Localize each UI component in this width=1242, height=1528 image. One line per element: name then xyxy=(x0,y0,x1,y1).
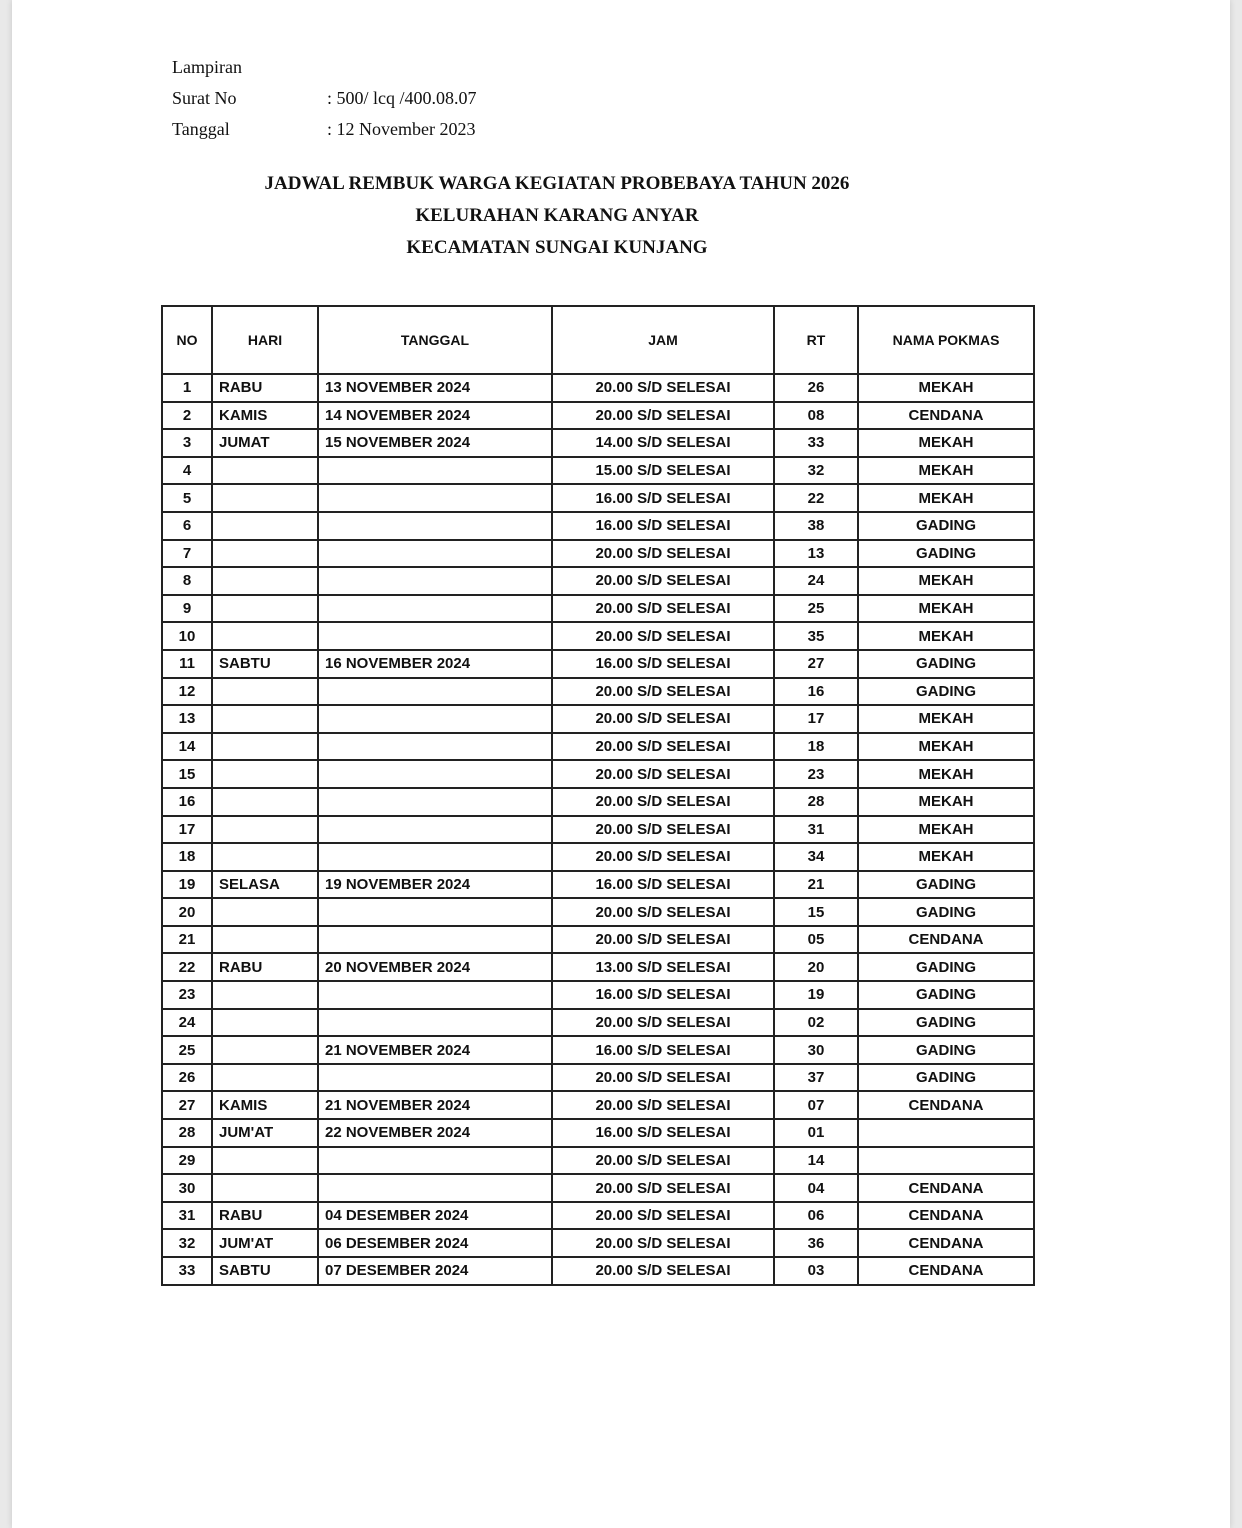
cell-no: 11 xyxy=(162,650,212,678)
cell-tanggal xyxy=(318,622,552,650)
cell-rt: 21 xyxy=(774,871,858,899)
cell-rt: 01 xyxy=(774,1119,858,1147)
cell-nama-pokmas: CENDANA xyxy=(858,1257,1034,1285)
cell-rt: 31 xyxy=(774,816,858,844)
header-no: NO xyxy=(162,306,212,374)
table-row xyxy=(162,402,1034,430)
cell-nama-pokmas: GADING xyxy=(858,1036,1034,1064)
cell-hari xyxy=(212,540,318,568)
cell-jam: 20.00 S/D SELESAI xyxy=(552,898,774,926)
cell-jam: 16.00 S/D SELESAI xyxy=(552,981,774,1009)
table-row xyxy=(162,733,1034,761)
cell-no: 28 xyxy=(162,1119,212,1147)
cell-tanggal: 20 NOVEMBER 2024 xyxy=(318,953,552,981)
cell-rt: 26 xyxy=(774,374,858,402)
surat-no-label: Surat No xyxy=(172,88,237,108)
cell-rt: 20 xyxy=(774,953,858,981)
cell-rt: 27 xyxy=(774,650,858,678)
cell-rt: 28 xyxy=(774,788,858,816)
cell-hari xyxy=(212,981,318,1009)
cell-nama-pokmas: CENDANA xyxy=(858,1202,1034,1230)
cell-nama-pokmas xyxy=(858,1147,1034,1175)
cell-rt: 05 xyxy=(774,926,858,954)
table-row xyxy=(162,622,1034,650)
cell-jam: 20.00 S/D SELESAI xyxy=(552,760,774,788)
cell-hari: RABU xyxy=(212,374,318,402)
cell-hari: SELASA xyxy=(212,871,318,899)
table-header-row xyxy=(162,306,1034,374)
cell-nama-pokmas: GADING xyxy=(858,650,1034,678)
cell-no: 16 xyxy=(162,788,212,816)
cell-hari xyxy=(212,843,318,871)
cell-rt: 06 xyxy=(774,1202,858,1230)
cell-nama-pokmas: MEKAH xyxy=(858,374,1034,402)
table-row xyxy=(162,374,1034,402)
cell-jam: 20.00 S/D SELESAI xyxy=(552,733,774,761)
cell-nama-pokmas: CENDANA xyxy=(858,1091,1034,1119)
cell-no: 8 xyxy=(162,567,212,595)
cell-jam: 16.00 S/D SELESAI xyxy=(552,1119,774,1147)
schedule-table xyxy=(161,305,1035,1286)
cell-hari xyxy=(212,816,318,844)
cell-nama-pokmas: GADING xyxy=(858,678,1034,706)
cell-hari: RABU xyxy=(212,953,318,981)
cell-nama-pokmas: GADING xyxy=(858,512,1034,540)
cell-no: 9 xyxy=(162,595,212,623)
cell-no: 18 xyxy=(162,843,212,871)
cell-hari: JUM'AT xyxy=(212,1229,318,1257)
title-line-2: KELURAHAN KARANG ANYAR xyxy=(415,205,699,226)
cell-jam: 20.00 S/D SELESAI xyxy=(552,1257,774,1285)
cell-nama-pokmas: MEKAH xyxy=(858,733,1034,761)
cell-jam: 15.00 S/D SELESAI xyxy=(552,457,774,485)
title-line-3: KECAMATAN SUNGAI KUNJANG xyxy=(406,237,708,258)
cell-no: 29 xyxy=(162,1147,212,1175)
tanggal-row xyxy=(172,114,477,145)
cell-nama-pokmas: GADING xyxy=(858,953,1034,981)
cell-no: 19 xyxy=(162,871,212,899)
cell-jam: 20.00 S/D SELESAI xyxy=(552,1009,774,1037)
cell-jam: 20.00 S/D SELESAI xyxy=(552,926,774,954)
cell-no: 3 xyxy=(162,429,212,457)
table-row xyxy=(162,816,1034,844)
cell-tanggal: 07 DESEMBER 2024 xyxy=(318,1257,552,1285)
table-row xyxy=(162,650,1034,678)
cell-tanggal: 21 NOVEMBER 2024 xyxy=(318,1091,552,1119)
cell-tanggal: 22 NOVEMBER 2024 xyxy=(318,1119,552,1147)
cell-jam: 14.00 S/D SELESAI xyxy=(552,429,774,457)
cell-tanggal xyxy=(318,981,552,1009)
cell-tanggal xyxy=(318,567,552,595)
cell-nama-pokmas: MEKAH xyxy=(858,595,1034,623)
cell-tanggal xyxy=(318,484,552,512)
cell-nama-pokmas: GADING xyxy=(858,898,1034,926)
cell-hari: RABU xyxy=(212,1202,318,1230)
cell-jam: 20.00 S/D SELESAI xyxy=(552,567,774,595)
cell-rt: 18 xyxy=(774,733,858,761)
cell-tanggal xyxy=(318,705,552,733)
cell-rt: 19 xyxy=(774,981,858,1009)
cell-no: 14 xyxy=(162,733,212,761)
cell-jam: 20.00 S/D SELESAI xyxy=(552,1091,774,1119)
cell-tanggal: 21 NOVEMBER 2024 xyxy=(318,1036,552,1064)
cell-tanggal xyxy=(318,457,552,485)
cell-nama-pokmas: MEKAH xyxy=(858,816,1034,844)
cell-hari xyxy=(212,484,318,512)
cell-rt: 36 xyxy=(774,1229,858,1257)
cell-no: 7 xyxy=(162,540,212,568)
cell-jam: 16.00 S/D SELESAI xyxy=(552,512,774,540)
cell-jam: 20.00 S/D SELESAI xyxy=(552,843,774,871)
cell-tanggal xyxy=(318,512,552,540)
cell-no: 6 xyxy=(162,512,212,540)
cell-rt: 24 xyxy=(774,567,858,595)
table-row xyxy=(162,760,1034,788)
cell-hari xyxy=(212,705,318,733)
header-hari: HARI xyxy=(212,306,318,374)
cell-no: 12 xyxy=(162,678,212,706)
cell-jam: 20.00 S/D SELESAI xyxy=(552,1174,774,1202)
header-tanggal: TANGGAL xyxy=(318,306,552,374)
cell-rt: 03 xyxy=(774,1257,858,1285)
table-row xyxy=(162,1147,1034,1175)
cell-hari: SABTU xyxy=(212,650,318,678)
cell-hari: JUM'AT xyxy=(212,1119,318,1147)
cell-no: 5 xyxy=(162,484,212,512)
cell-no: 24 xyxy=(162,1009,212,1037)
cell-no: 4 xyxy=(162,457,212,485)
table-row xyxy=(162,1064,1034,1092)
cell-no: 17 xyxy=(162,816,212,844)
cell-nama-pokmas: MEKAH xyxy=(858,705,1034,733)
cell-hari: JUMAT xyxy=(212,429,318,457)
cell-jam: 13.00 S/D SELESAI xyxy=(552,953,774,981)
cell-nama-pokmas: MEKAH xyxy=(858,429,1034,457)
cell-tanggal xyxy=(318,1147,552,1175)
cell-tanggal xyxy=(318,678,552,706)
cell-rt: 25 xyxy=(774,595,858,623)
document-page xyxy=(12,0,1230,1528)
cell-nama-pokmas: CENDANA xyxy=(858,402,1034,430)
cell-tanggal xyxy=(318,733,552,761)
cell-nama-pokmas: GADING xyxy=(858,981,1034,1009)
cell-nama-pokmas: GADING xyxy=(858,1009,1034,1037)
cell-tanggal xyxy=(318,816,552,844)
cell-rt: 23 xyxy=(774,760,858,788)
cell-jam: 16.00 S/D SELESAI xyxy=(552,484,774,512)
table-row xyxy=(162,1009,1034,1037)
table-row xyxy=(162,1229,1034,1257)
cell-no: 23 xyxy=(162,981,212,1009)
cell-tanggal: 15 NOVEMBER 2024 xyxy=(318,429,552,457)
cell-tanggal: 04 DESEMBER 2024 xyxy=(318,1202,552,1230)
table-row xyxy=(162,1202,1034,1230)
cell-tanggal xyxy=(318,926,552,954)
lampiran-row xyxy=(172,52,477,83)
cell-jam: 20.00 S/D SELESAI xyxy=(552,540,774,568)
table-row xyxy=(162,567,1034,595)
cell-no: 22 xyxy=(162,953,212,981)
cell-tanggal xyxy=(318,788,552,816)
cell-nama-pokmas xyxy=(858,1119,1034,1147)
table-row xyxy=(162,512,1034,540)
letter-metadata xyxy=(172,52,477,145)
cell-hari xyxy=(212,760,318,788)
cell-no: 13 xyxy=(162,705,212,733)
cell-hari xyxy=(212,926,318,954)
cell-tanggal xyxy=(318,1009,552,1037)
header-nama-pokmas: NAMA POKMAS xyxy=(858,306,1034,374)
cell-no: 1 xyxy=(162,374,212,402)
cell-nama-pokmas: MEKAH xyxy=(858,567,1034,595)
header-jam: JAM xyxy=(552,306,774,374)
cell-rt: 04 xyxy=(774,1174,858,1202)
cell-rt: 30 xyxy=(774,1036,858,1064)
cell-rt: 02 xyxy=(774,1009,858,1037)
cell-hari xyxy=(212,457,318,485)
cell-rt: 34 xyxy=(774,843,858,871)
cell-hari xyxy=(212,567,318,595)
table-row xyxy=(162,1036,1034,1064)
cell-tanggal xyxy=(318,843,552,871)
cell-hari xyxy=(212,1147,318,1175)
cell-rt: 22 xyxy=(774,484,858,512)
cell-jam: 16.00 S/D SELESAI xyxy=(552,1036,774,1064)
cell-jam: 20.00 S/D SELESAI xyxy=(552,402,774,430)
cell-nama-pokmas: GADING xyxy=(858,871,1034,899)
cell-no: 33 xyxy=(162,1257,212,1285)
cell-jam: 20.00 S/D SELESAI xyxy=(552,374,774,402)
cell-nama-pokmas: MEKAH xyxy=(858,760,1034,788)
lampiran-label: Lampiran xyxy=(172,57,242,77)
cell-no: 21 xyxy=(162,926,212,954)
cell-tanggal xyxy=(318,1174,552,1202)
title-line-1: JADWAL REMBUK WARGA KEGIATAN PROBEBAYA TAHUN 2026 xyxy=(264,173,850,194)
cell-rt: 13 xyxy=(774,540,858,568)
cell-tanggal: 14 NOVEMBER 2024 xyxy=(318,402,552,430)
cell-jam: 20.00 S/D SELESAI xyxy=(552,1202,774,1230)
cell-rt: 37 xyxy=(774,1064,858,1092)
cell-hari xyxy=(212,595,318,623)
cell-nama-pokmas: CENDANA xyxy=(858,1229,1034,1257)
cell-jam: 20.00 S/D SELESAI xyxy=(552,1147,774,1175)
table-row xyxy=(162,678,1034,706)
cell-jam: 20.00 S/D SELESAI xyxy=(552,788,774,816)
cell-hari xyxy=(212,622,318,650)
cell-tanggal: 16 NOVEMBER 2024 xyxy=(318,650,552,678)
cell-nama-pokmas: MEKAH xyxy=(858,788,1034,816)
cell-tanggal xyxy=(318,1064,552,1092)
table-row xyxy=(162,1174,1034,1202)
document-title xyxy=(12,168,1102,264)
cell-hari xyxy=(212,898,318,926)
cell-no: 10 xyxy=(162,622,212,650)
cell-rt: 33 xyxy=(774,429,858,457)
table-row xyxy=(162,788,1034,816)
cell-jam: 20.00 S/D SELESAI xyxy=(552,1229,774,1257)
cell-tanggal xyxy=(318,898,552,926)
cell-nama-pokmas: CENDANA xyxy=(858,1174,1034,1202)
cell-nama-pokmas: GADING xyxy=(858,540,1034,568)
cell-jam: 20.00 S/D SELESAI xyxy=(552,1064,774,1092)
cell-jam: 16.00 S/D SELESAI xyxy=(552,650,774,678)
cell-rt: 16 xyxy=(774,678,858,706)
cell-tanggal xyxy=(318,760,552,788)
table-row xyxy=(162,981,1034,1009)
cell-rt: 38 xyxy=(774,512,858,540)
cell-hari xyxy=(212,788,318,816)
cell-rt: 32 xyxy=(774,457,858,485)
cell-rt: 17 xyxy=(774,705,858,733)
cell-hari xyxy=(212,1036,318,1064)
table-row xyxy=(162,871,1034,899)
tanggal-label: Tanggal xyxy=(172,119,230,139)
cell-no: 15 xyxy=(162,760,212,788)
cell-rt: 35 xyxy=(774,622,858,650)
cell-no: 30 xyxy=(162,1174,212,1202)
cell-tanggal: 06 DESEMBER 2024 xyxy=(318,1229,552,1257)
cell-rt: 14 xyxy=(774,1147,858,1175)
cell-nama-pokmas: MEKAH xyxy=(858,622,1034,650)
cell-hari xyxy=(212,1064,318,1092)
table-row xyxy=(162,1119,1034,1147)
table-body xyxy=(162,374,1034,1285)
header-rt: RT xyxy=(774,306,858,374)
cell-rt: 07 xyxy=(774,1091,858,1119)
surat-no-row xyxy=(172,83,477,114)
cell-jam: 20.00 S/D SELESAI xyxy=(552,595,774,623)
table-row xyxy=(162,457,1034,485)
cell-no: 32 xyxy=(162,1229,212,1257)
table-row xyxy=(162,1257,1034,1285)
table-row xyxy=(162,484,1034,512)
cell-no: 26 xyxy=(162,1064,212,1092)
cell-hari xyxy=(212,512,318,540)
cell-jam: 16.00 S/D SELESAI xyxy=(552,871,774,899)
cell-nama-pokmas: MEKAH xyxy=(858,484,1034,512)
table-row xyxy=(162,843,1034,871)
cell-no: 27 xyxy=(162,1091,212,1119)
table-row xyxy=(162,953,1034,981)
table-row xyxy=(162,926,1034,954)
cell-hari xyxy=(212,1174,318,1202)
cell-jam: 20.00 S/D SELESAI xyxy=(552,816,774,844)
cell-nama-pokmas: GADING xyxy=(858,1064,1034,1092)
cell-jam: 20.00 S/D SELESAI xyxy=(552,678,774,706)
cell-tanggal xyxy=(318,540,552,568)
cell-rt: 08 xyxy=(774,402,858,430)
table-row xyxy=(162,540,1034,568)
cell-no: 20 xyxy=(162,898,212,926)
table-row xyxy=(162,429,1034,457)
surat-no-value: : 500/ lcq /400.08.07 xyxy=(327,88,477,108)
cell-jam: 20.00 S/D SELESAI xyxy=(552,622,774,650)
cell-hari: KAMIS xyxy=(212,1091,318,1119)
cell-jam: 20.00 S/D SELESAI xyxy=(552,705,774,733)
cell-no: 25 xyxy=(162,1036,212,1064)
cell-hari xyxy=(212,1009,318,1037)
cell-no: 2 xyxy=(162,402,212,430)
cell-tanggal xyxy=(318,595,552,623)
cell-nama-pokmas: CENDANA xyxy=(858,926,1034,954)
table-row xyxy=(162,1091,1034,1119)
cell-nama-pokmas: MEKAH xyxy=(858,843,1034,871)
table-row xyxy=(162,595,1034,623)
cell-hari: KAMIS xyxy=(212,402,318,430)
cell-rt: 15 xyxy=(774,898,858,926)
cell-hari: SABTU xyxy=(212,1257,318,1285)
cell-no: 31 xyxy=(162,1202,212,1230)
cell-tanggal: 19 NOVEMBER 2024 xyxy=(318,871,552,899)
tanggal-value: : 12 November 2023 xyxy=(327,119,476,139)
cell-hari xyxy=(212,678,318,706)
cell-hari xyxy=(212,733,318,761)
table-row xyxy=(162,898,1034,926)
table-row xyxy=(162,705,1034,733)
cell-nama-pokmas: MEKAH xyxy=(858,457,1034,485)
cell-tanggal: 13 NOVEMBER 2024 xyxy=(318,374,552,402)
